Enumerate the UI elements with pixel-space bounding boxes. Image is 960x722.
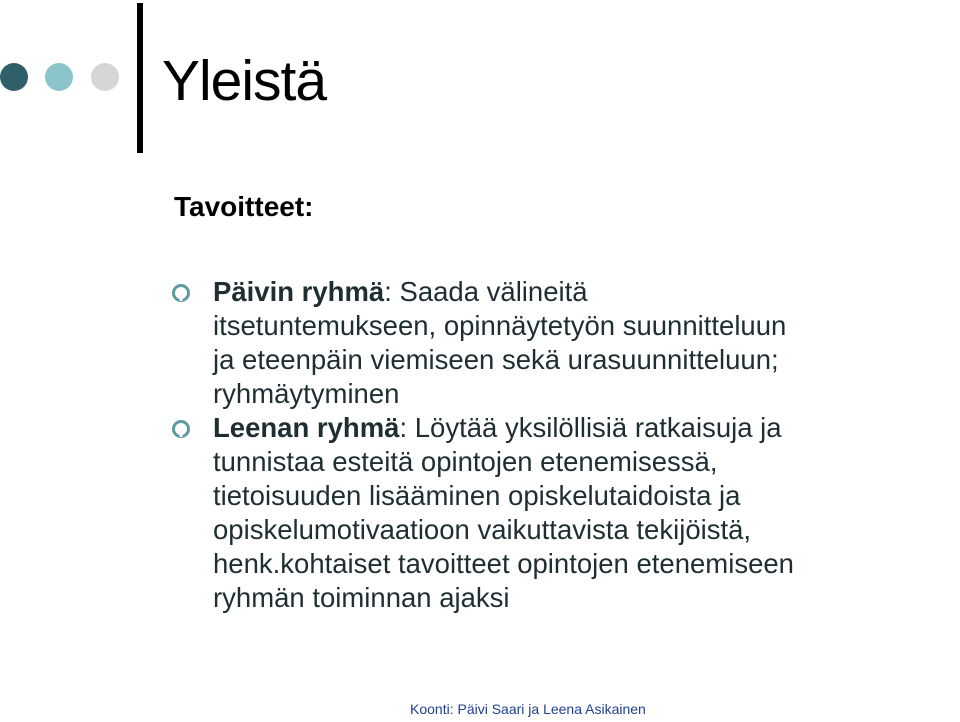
dot-dark-teal bbox=[0, 63, 28, 91]
goal-text-line: itsetuntemukseen, opinnäytetyön suunnitteluun bbox=[213, 310, 787, 341]
dot-light-teal bbox=[45, 63, 73, 91]
goals-heading: Tavoitteet: bbox=[174, 191, 314, 222]
goal-text-line: : Löytää yksilöllisiä ratkaisuja ja bbox=[399, 412, 782, 443]
goal-lead: Leenan ryhmä bbox=[213, 412, 400, 443]
goal-lead: Päivin ryhmä bbox=[213, 276, 385, 307]
goal-text-line: tietoisuuden lisääminen opiskelutaidoista ja bbox=[213, 480, 741, 511]
dot-light-gray bbox=[91, 63, 119, 91]
goals-list bbox=[170, 275, 960, 615]
open-circle-bullet-icon bbox=[170, 418, 192, 440]
goal-item-leena bbox=[170, 411, 960, 615]
slide-title: Yleistä bbox=[162, 49, 327, 113]
goal-item-paivi bbox=[170, 275, 960, 411]
goal-text-line: ryhmän toiminnan ajaksi bbox=[213, 582, 510, 613]
goal-text-line: : Saada välineitä bbox=[384, 276, 588, 307]
open-circle-bullet-icon bbox=[170, 282, 192, 304]
decorative-dots bbox=[0, 63, 124, 93]
title-divider-bar bbox=[137, 3, 143, 153]
slide-footer: Koonti: Päivi Saari ja Leena Asikainen bbox=[410, 701, 646, 717]
goal-text-line: opiskelumotivaatioon vaikuttavista tekijöistä, bbox=[213, 514, 752, 545]
goal-text-line: tunnistaa esteitä opintojen etenemisessä, bbox=[213, 446, 718, 477]
goal-text-line: ja eteenpäin viemiseen sekä urasuunnitteluun; bbox=[213, 344, 779, 375]
goal-text-line: henk.kohtaiset tavoitteet opintojen etenemiseen bbox=[213, 548, 794, 579]
goal-text-line: ryhmäytyminen bbox=[213, 378, 400, 409]
